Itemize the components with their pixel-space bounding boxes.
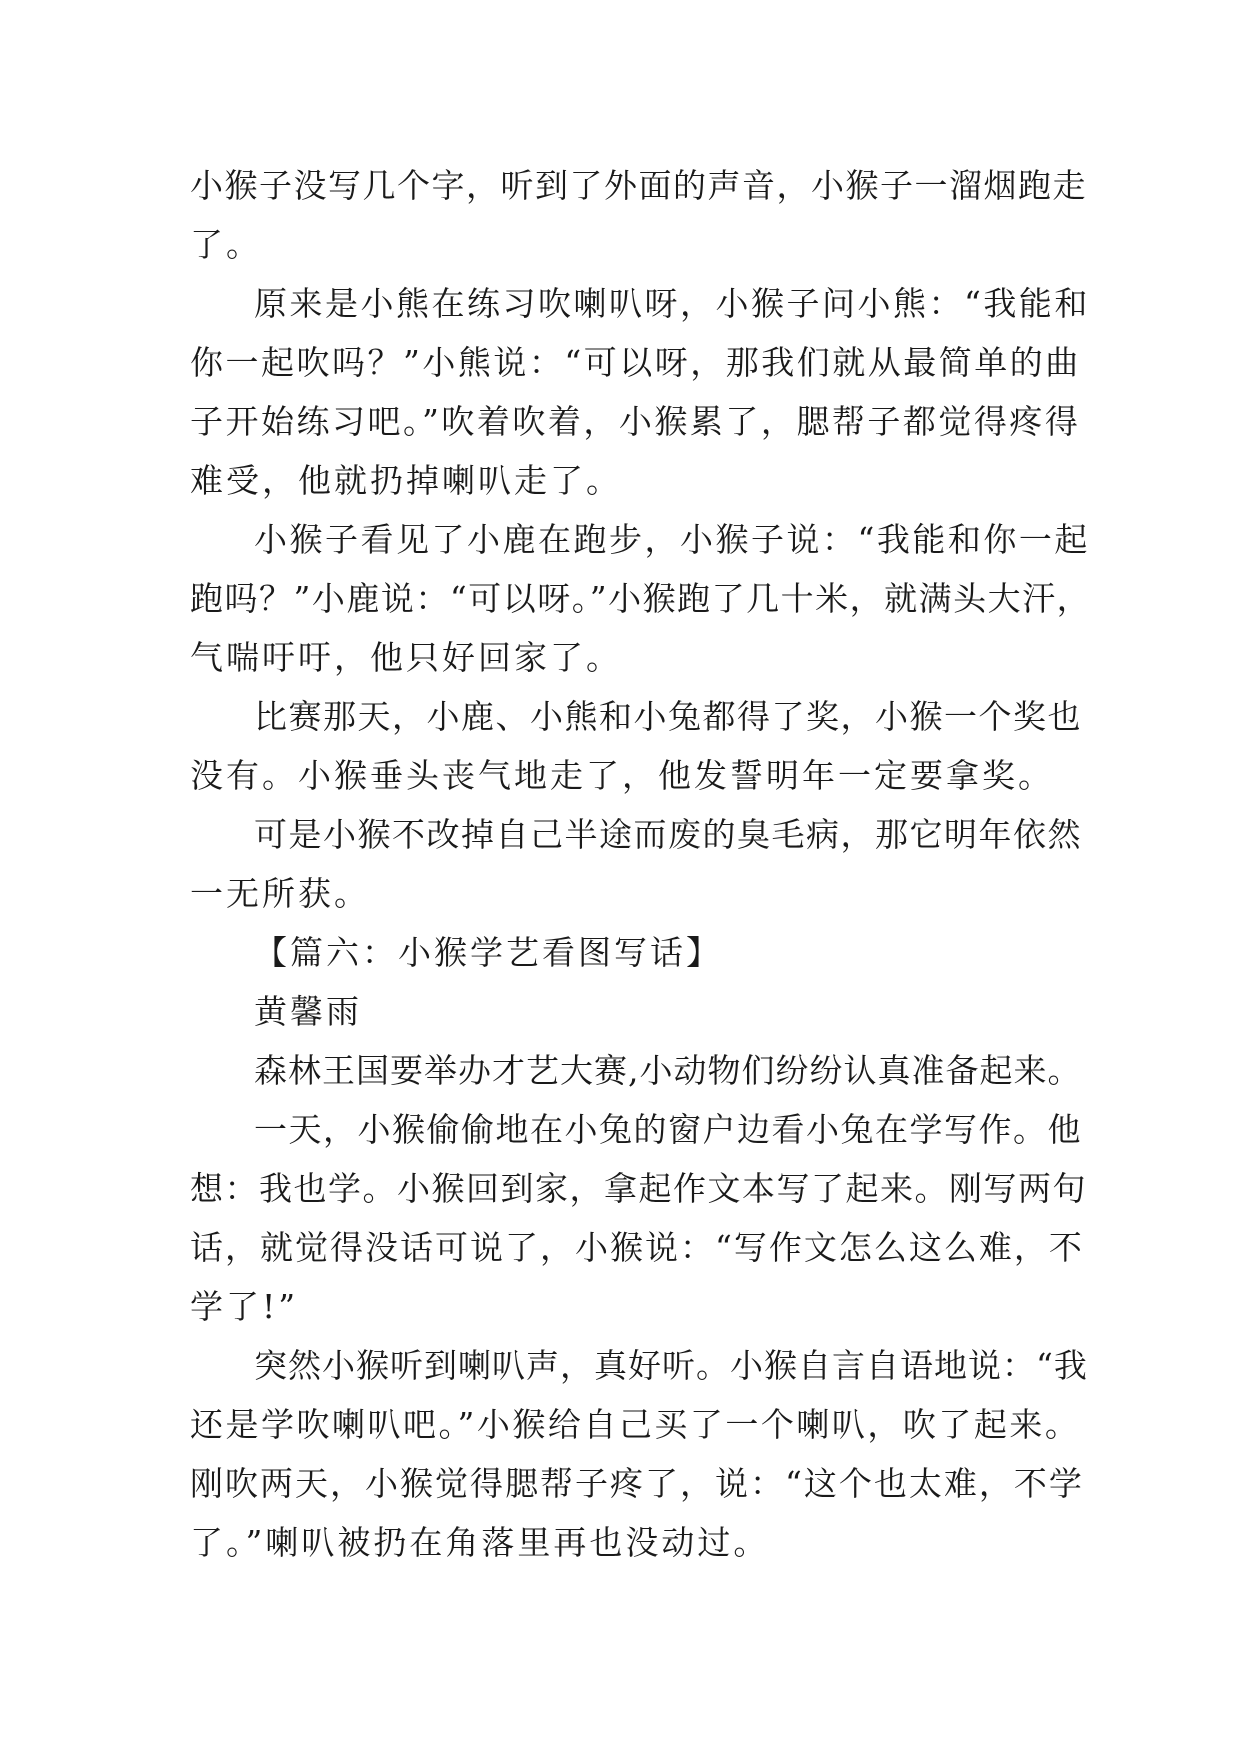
text-line: 还是学吹喇叭吧。”小猴给自己买了一个喇叭，吹了起来。 xyxy=(190,1405,1081,1444)
text-line: 子开始练习吧。”吹着吹着，小猴累了，腮帮子都觉得疼得 xyxy=(190,402,1081,441)
paragraph-start-line: 突然小猴听到喇叭声，真好听。小猴自言自语地说：“我 xyxy=(254,1346,1088,1385)
text-line: 学了!” xyxy=(190,1287,299,1326)
paragraph-start-line: 小猴子看见了小鹿在跑步，小猴子说：“我能和你一起 xyxy=(254,520,1090,559)
paragraph-start-line: 森林王国要举办才艺大赛,小动物们纷纷认真准备起来。 xyxy=(254,1051,1082,1090)
text-line: 刚吹两天，小猴觉得腮帮子疼了，说：“这个也太难，不学 xyxy=(190,1464,1084,1503)
text-line: 跑吗？”小鹿说：“可以呀。”小猴跑了几十米，就满头大汗， xyxy=(190,579,1092,618)
text-line: 你一起吹吗？”小熊说：“可以呀，那我们就从最简单的曲 xyxy=(190,343,1081,382)
text-line: 想：我也学。小猴回到家，拿起作文本写了起来。刚写两句 xyxy=(190,1169,1087,1208)
text-line: 一无所获。 xyxy=(190,874,370,913)
section-heading: 【篇六：小猴学艺看图写话】 xyxy=(254,933,722,972)
text-line: 难受，他就扔掉喇叭走了。 xyxy=(190,461,622,500)
author-name: 黄馨雨 xyxy=(254,992,362,1031)
text-line: 了。”喇叭被扔在角落里再也没动过。 xyxy=(190,1523,770,1562)
paragraph-start-line: 比赛那天，小鹿、小熊和小兔都得了奖，小猴一个奖也 xyxy=(254,697,1082,736)
text-line: 了。 xyxy=(190,225,262,264)
text-line: 气喘吁吁，他只好回家了。 xyxy=(190,638,622,677)
text-line: 话，就觉得没话可说了，小猴说：“写作文怎么这么难，不 xyxy=(190,1228,1084,1267)
paragraph-start-line: 一天，小猴偷偷地在小兔的窗户边看小兔在学写作。他 xyxy=(254,1110,1082,1149)
paragraph-start-line: 可是小猴不改掉自己半途而废的臭毛病，那它明年依然 xyxy=(254,815,1082,854)
paragraph-start-line: 原来是小熊在练习吹喇叭呀，小猴子问小熊：“我能和 xyxy=(254,284,1090,323)
text-line: 没有。小猴垂头丧气地走了，他发誓明年一定要拿奖。 xyxy=(190,756,1054,795)
text-line: 小猴子没写几个字，听到了外面的声音，小猴子一溜烟跑走 xyxy=(190,166,1087,205)
